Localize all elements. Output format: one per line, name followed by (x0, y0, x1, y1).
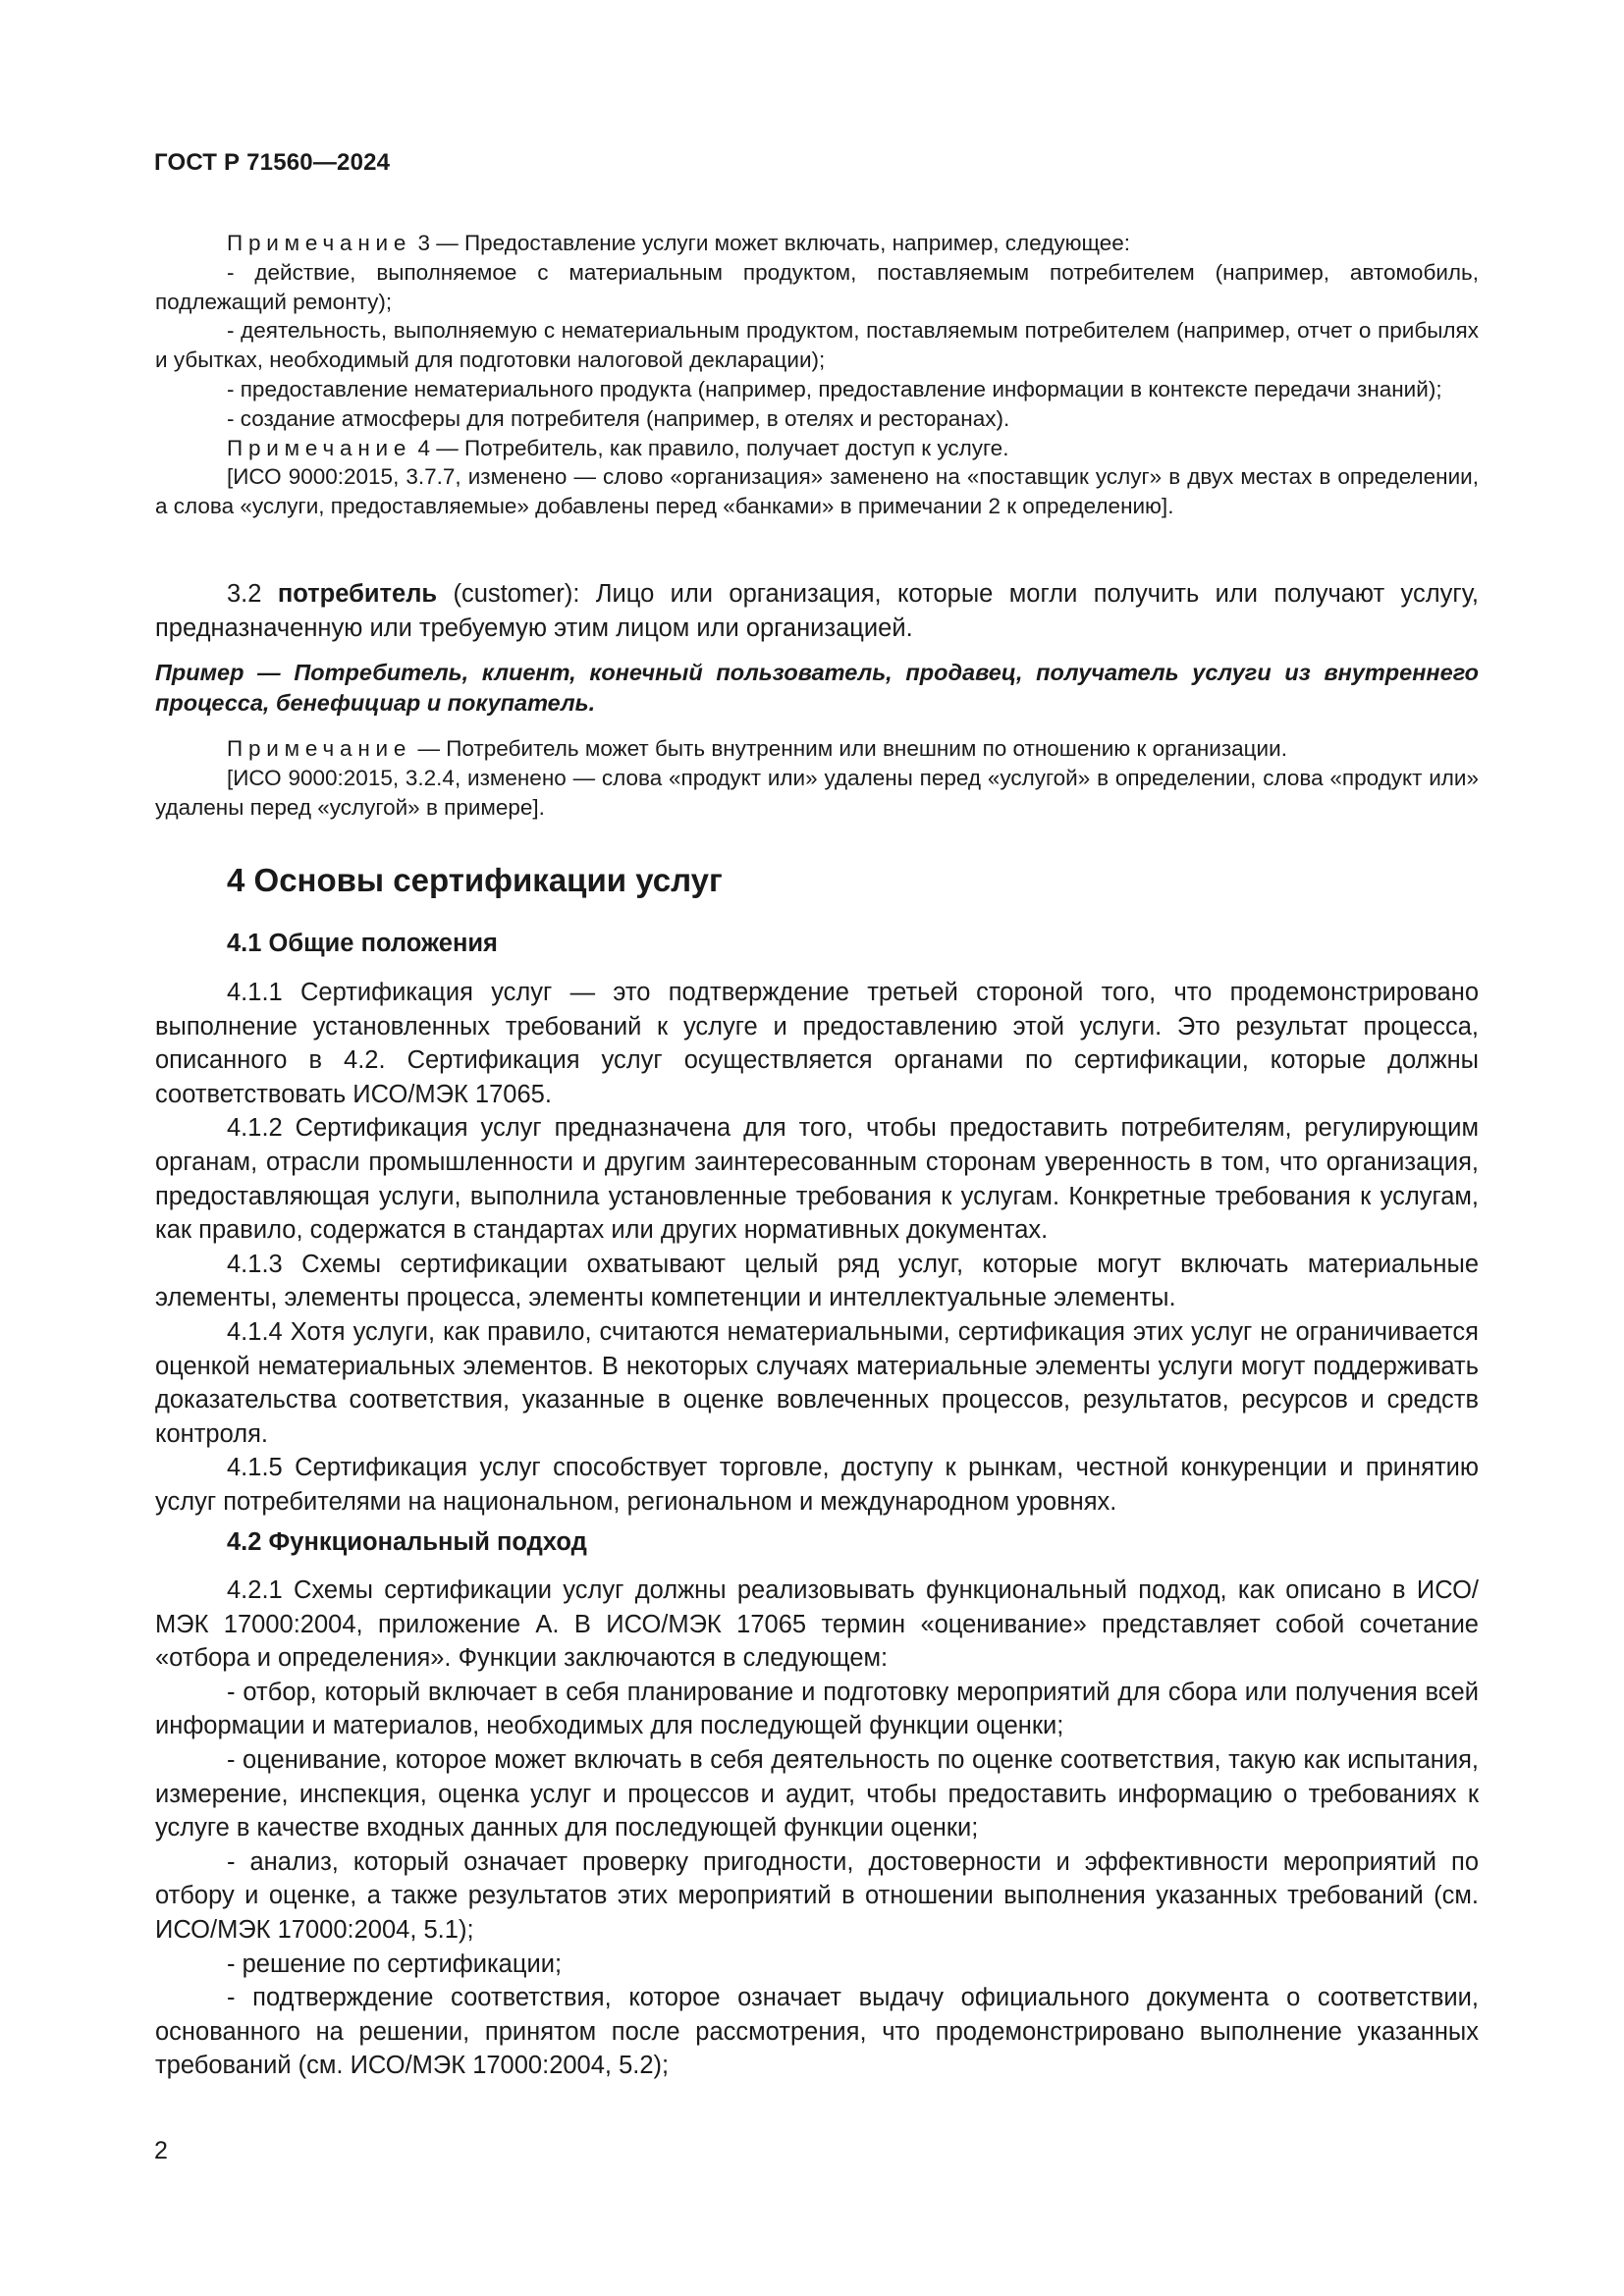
term-definition: (customer): Лицо или организация, которые могли получить или получают услугу, предназначенную или требуемую этим лицом или организацией. (155, 580, 1479, 642)
example-block (155, 658, 1479, 719)
subsection-4-2-title: 4.2 Функциональный подход (227, 1528, 587, 1556)
document-id-header: ГОСТ Р 71560—2024 (154, 149, 391, 176)
notes-block-2 (155, 734, 1479, 822)
note-3-item-3: - предоставление нематериального продукта (например, предоставление информации в контексте передачи знаний); (227, 376, 1442, 401)
list-item: - подтверждение соответствия, которое означает выдачу официального документа о соответствии, основанного на решении, принятом после рассмотрения, что продемонстрировано выполнение указанных требований (см. ИСО/МЭК 17000:2004, 5.2); (155, 1984, 1479, 2080)
notes-block-1 (155, 229, 1479, 521)
note-label: Примечание (227, 231, 412, 255)
term-name: потребитель (277, 580, 438, 608)
note-3: Примечание 3 — Предоставление услуги может включать, например, следующее: (227, 231, 1130, 255)
paragraph-4-1-4: 4.1.4 Хотя услуги, как правило, считаются нематериальными, сертификация этих услуг не ограничивается оценкой нематериальных элементов. В некоторых случаях материальные элементы услуги могут поддерживать доказательства соответствия, указанные в оценке вовлеченных процессов, результатов, ресурсов и средств контроля. (155, 1317, 1479, 1448)
paragraph-4-1-3: 4.1.3 Схемы сертификации охватывают целый ряд услуг, которые могут включать материальные элементы, элементы процесса, элементы компетенции и интеллектуальные элементы. (155, 1250, 1479, 1312)
subsection-4-1-body (155, 976, 1479, 1520)
note-4: Примечание 4 — Потребитель, как правило, получает доступ к услуге. (227, 435, 1009, 460)
term-3-2: 3.2 потребитель (customer): Лицо или организация, которые могли получить или получают услугу, предназначенную или требуемую этим лицом или организацией. (155, 580, 1479, 642)
section-4-title: 4 Основы сертификации услуг (227, 862, 723, 898)
paragraph-4-2-1: 4.2.1 Схемы сертификации услуг должны реализовывать функциональный подход, как описано в ИСО/МЭК 17000:2004, приложение А. В ИСО/МЭК 17065 термин «оценивание» представляет собой сочетание «отбора и определения». Функции заключаются в следующем: (155, 1576, 1479, 1673)
note-3-item-2: - деятельность, выполняемую с нематериальным продуктом, поставляемым потребителем (например, отчет о прибылях и убытках, необходимый для подготовки налоговой декларации); (155, 318, 1479, 373)
list-item: - оценивание, которое может включать в себя деятельность по оценке соответствия, такую как испытания, измерение, инспекция, оценка услуг и процессов и аудит, чтобы предоставить информацию о требованиях к услуге в качестве входных данных для последующей функции оценки; (155, 1745, 1479, 1842)
list-item: - анализ, который означает проверку пригодности, достоверности и эффективности мероприятий по отбору и оценке, а также результатов этих мероприятий в отношении выполнения указанных требований (см. ИСО/МЭК 17000:2004, 5.1); (155, 1847, 1479, 1944)
paragraph-4-1-1: 4.1.1 Сертификация услуг — это подтверждение третьей стороной того, что продемонстрировано выполнение установленных требований к услуге и предоставлению этой услуги. Это результат процесса, описанного в 4.2. Сертификация услуг осуществляется органами по сертификации, которые должны соответствовать ИСО/МЭК 17065. (155, 979, 1479, 1108)
page-number: 2 (154, 2137, 168, 2164)
source-reference-1: [ИСО 9000:2015, 3.7.7, изменено — слово «организация» заменено на «поставщик услуг» в двух местах в определении, а слова «услуги, предоставляемые» добавлены перед «банками» в примечании 2 к определению]. (155, 464, 1479, 519)
example-text: Пример — Потребитель, клиент, конечный пользователь, продавец, получатель услуги из внутреннего процесса, бенефициар и покупатель. (155, 660, 1479, 716)
note-label: Примечание (227, 736, 412, 761)
note: Примечание — Потребитель может быть внутренним или внешним по отношению к организации. (227, 736, 1287, 761)
paragraph-4-1-5: 4.1.5 Сертификация услуг способствует торговле, доступу к рынкам, честной конкуренции и принятию услуг потребителями на национальном, региональном и международном уровнях. (155, 1454, 1479, 1516)
paragraph-4-1-2: 4.1.2 Сертификация услуг предназначена для того, чтобы предоставить потребителям, регулирующим органам, отрасли промышленности и другим заинтересованным сторонам уверенность в том, что организация, предоставляющая услуги, выполнила установленные требования к услугам. Конкретные требования к услугам, как правило, содержатся в стандартах или других нормативных документах. (155, 1114, 1479, 1245)
note-label: Примечание (227, 435, 412, 460)
list-item: - отбор, который включает в себя планирование и подготовку мероприятий для сбора или получения всей информации и материалов, необходимых для последующей функции оценки; (155, 1678, 1479, 1740)
note-3-item-4: - создание атмосферы для потребителя (например, в отелях и ресторанах). (227, 405, 1010, 431)
subsection-4-2-body (155, 1574, 1479, 2083)
subsection-4-1-title: 4.1 Общие положения (227, 930, 498, 957)
source-reference-2: [ИСО 9000:2015, 3.2.4, изменено — слова «продукт или» удалены перед «услугой» в определении, слова «продукт или» удалены перед «услугой» в примере]. (155, 765, 1479, 820)
list-item: - решение по сертификации; (227, 1949, 563, 1978)
note-3-item-1: - действие, выполняемое с материальным продуктом, поставляемым потребителем (например, автомобиль, подлежащий ремонту); (155, 259, 1479, 314)
